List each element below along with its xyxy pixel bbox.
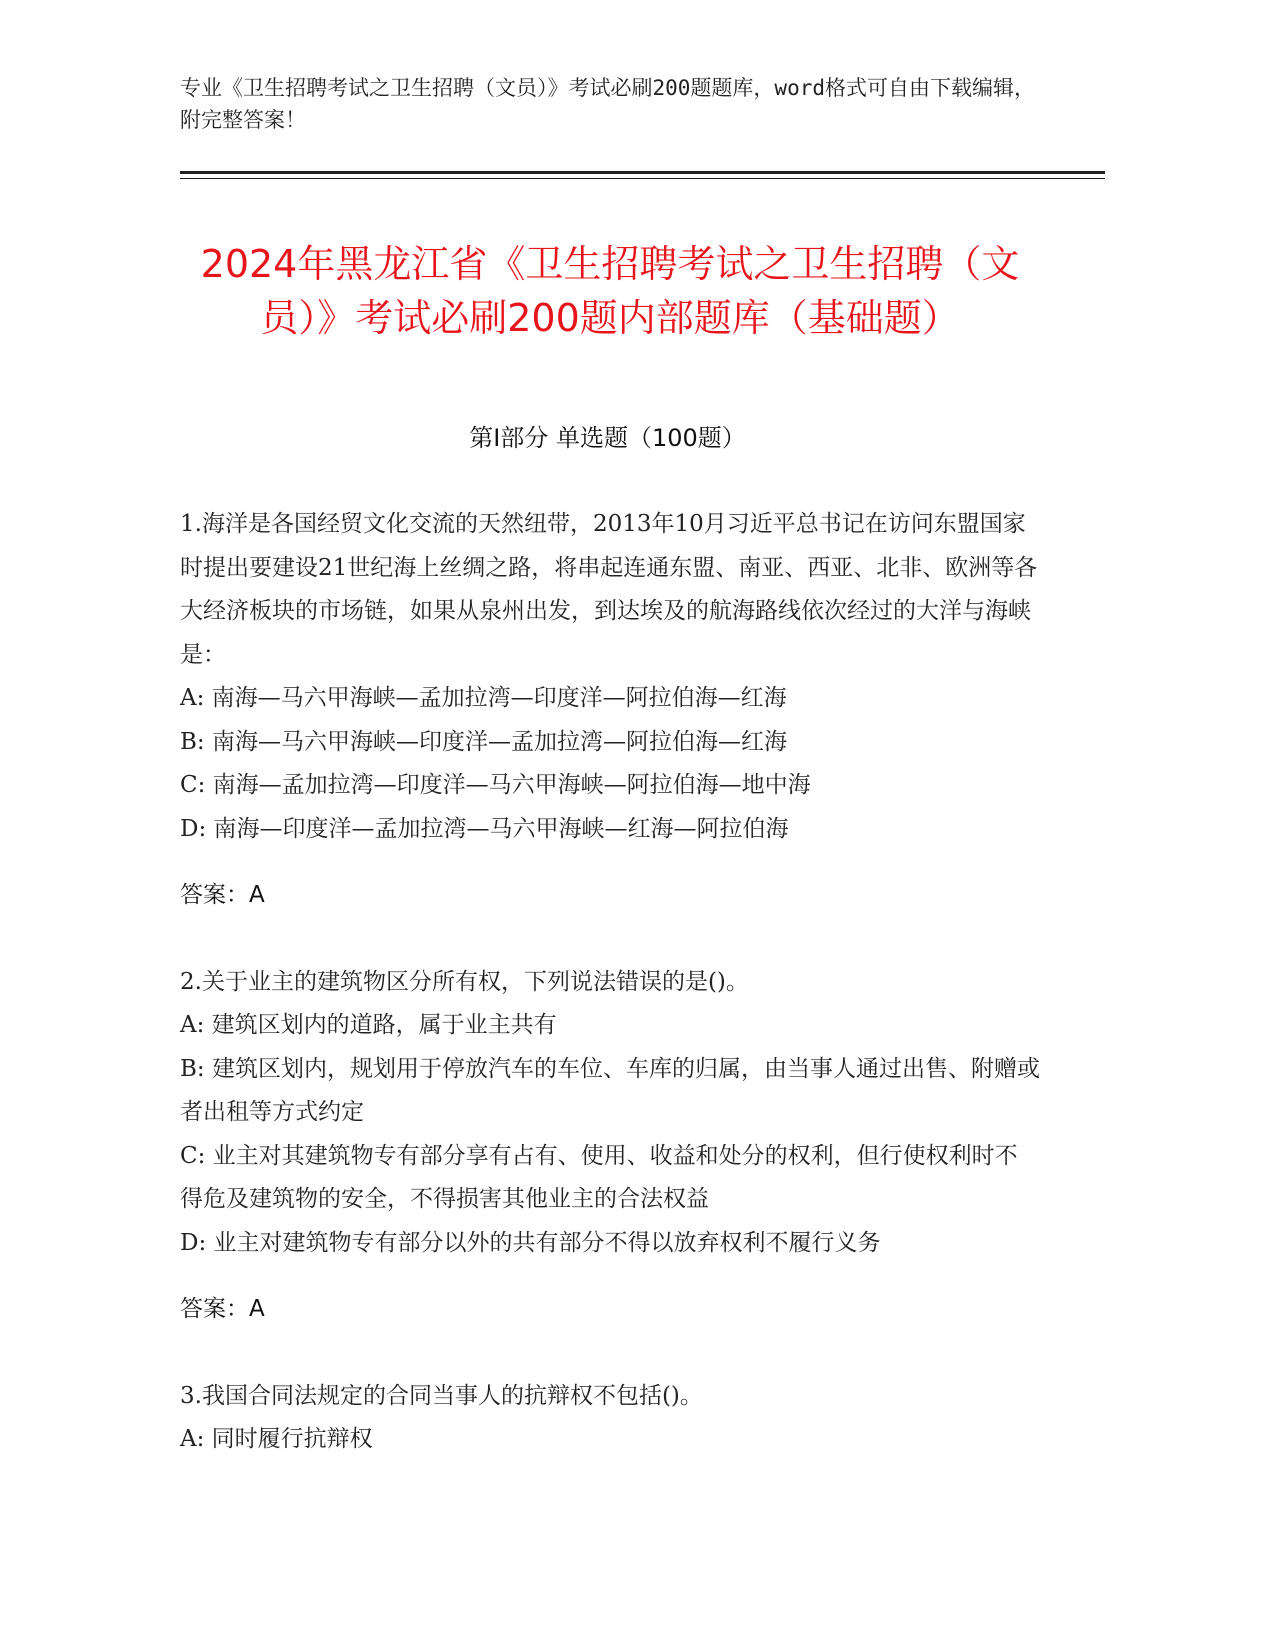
option-a: A: 同时履行抗辩权 xyxy=(180,1426,373,1452)
question-stem: 1.海洋是各国经贸文化交流的天然纽带，2013年10月习近平总书记在访问东盟国家时提出要建设21世纪海上丝绸之路，将串起连通东盟、南亚、西亚、北非、欧洲等各大经济板块的市场链，如果从泉州出发，到达埃及的航海路线依次经过的大洋与海峡是： xyxy=(180,511,1038,668)
header-rule-thick xyxy=(180,171,1105,174)
option-c: C: 业主对其建筑物专有部分享有占有、使用、收益和处分的权利，但行使权利时不得危及建筑物的安全，不得损害其他业主的合法权益 xyxy=(180,1142,1018,1212)
option-c: C: 南海—孟加拉湾—印度洋—马六甲海峡—阿拉伯海—地中海 xyxy=(180,772,811,798)
answer-text: 答案：A xyxy=(180,1296,265,1322)
section-heading: 第I部分 单选题（100题） xyxy=(469,424,746,452)
option-b: B: 南海—马六甲海峡—印度洋—孟加拉湾—阿拉伯海—红海 xyxy=(180,728,787,755)
question-item xyxy=(180,961,1040,1332)
option-b: B: 建筑区划内，规划用于停放汽车的车位、车库的归属，由当事人通过出售、附赠或者出租等方式约定 xyxy=(180,1055,1040,1125)
option-a: A: 南海—马六甲海峡—孟加拉湾—印度洋—阿拉伯海—红海 xyxy=(180,685,787,711)
question-stem: 2.关于业主的建筑物区分所有权，下列说法错误的是()。 xyxy=(180,968,749,995)
option-a: A: 建筑区划内的道路，属于业主共有 xyxy=(180,1012,557,1038)
option-d: D: 南海—印度洋—孟加拉湾—马六甲海峡—红海—阿拉伯海 xyxy=(180,815,789,842)
document-title: 2024年黑龙江省《卫生招聘考试之卫生招聘（文员）》考试必刷200题内部题库（基础题） xyxy=(200,242,1020,341)
question-list xyxy=(180,503,1040,1505)
header-rule-thin xyxy=(180,178,1105,179)
question-stem: 3.我国合同法规定的合同当事人的抗辩权不包括()。 xyxy=(180,1382,703,1409)
answer-text: 答案：A xyxy=(180,882,265,908)
option-d: D: 业主对建筑物专有部分以外的共有部分不得以放弃权利不履行义务 xyxy=(180,1229,881,1256)
question-item xyxy=(180,503,1040,918)
header-note: 专业《卫生招聘考试之卫生招聘（文员）》考试必刷200题题库，word格式可自由下载编辑，附完整答案！ xyxy=(180,76,1035,132)
question-item xyxy=(180,1375,1040,1462)
